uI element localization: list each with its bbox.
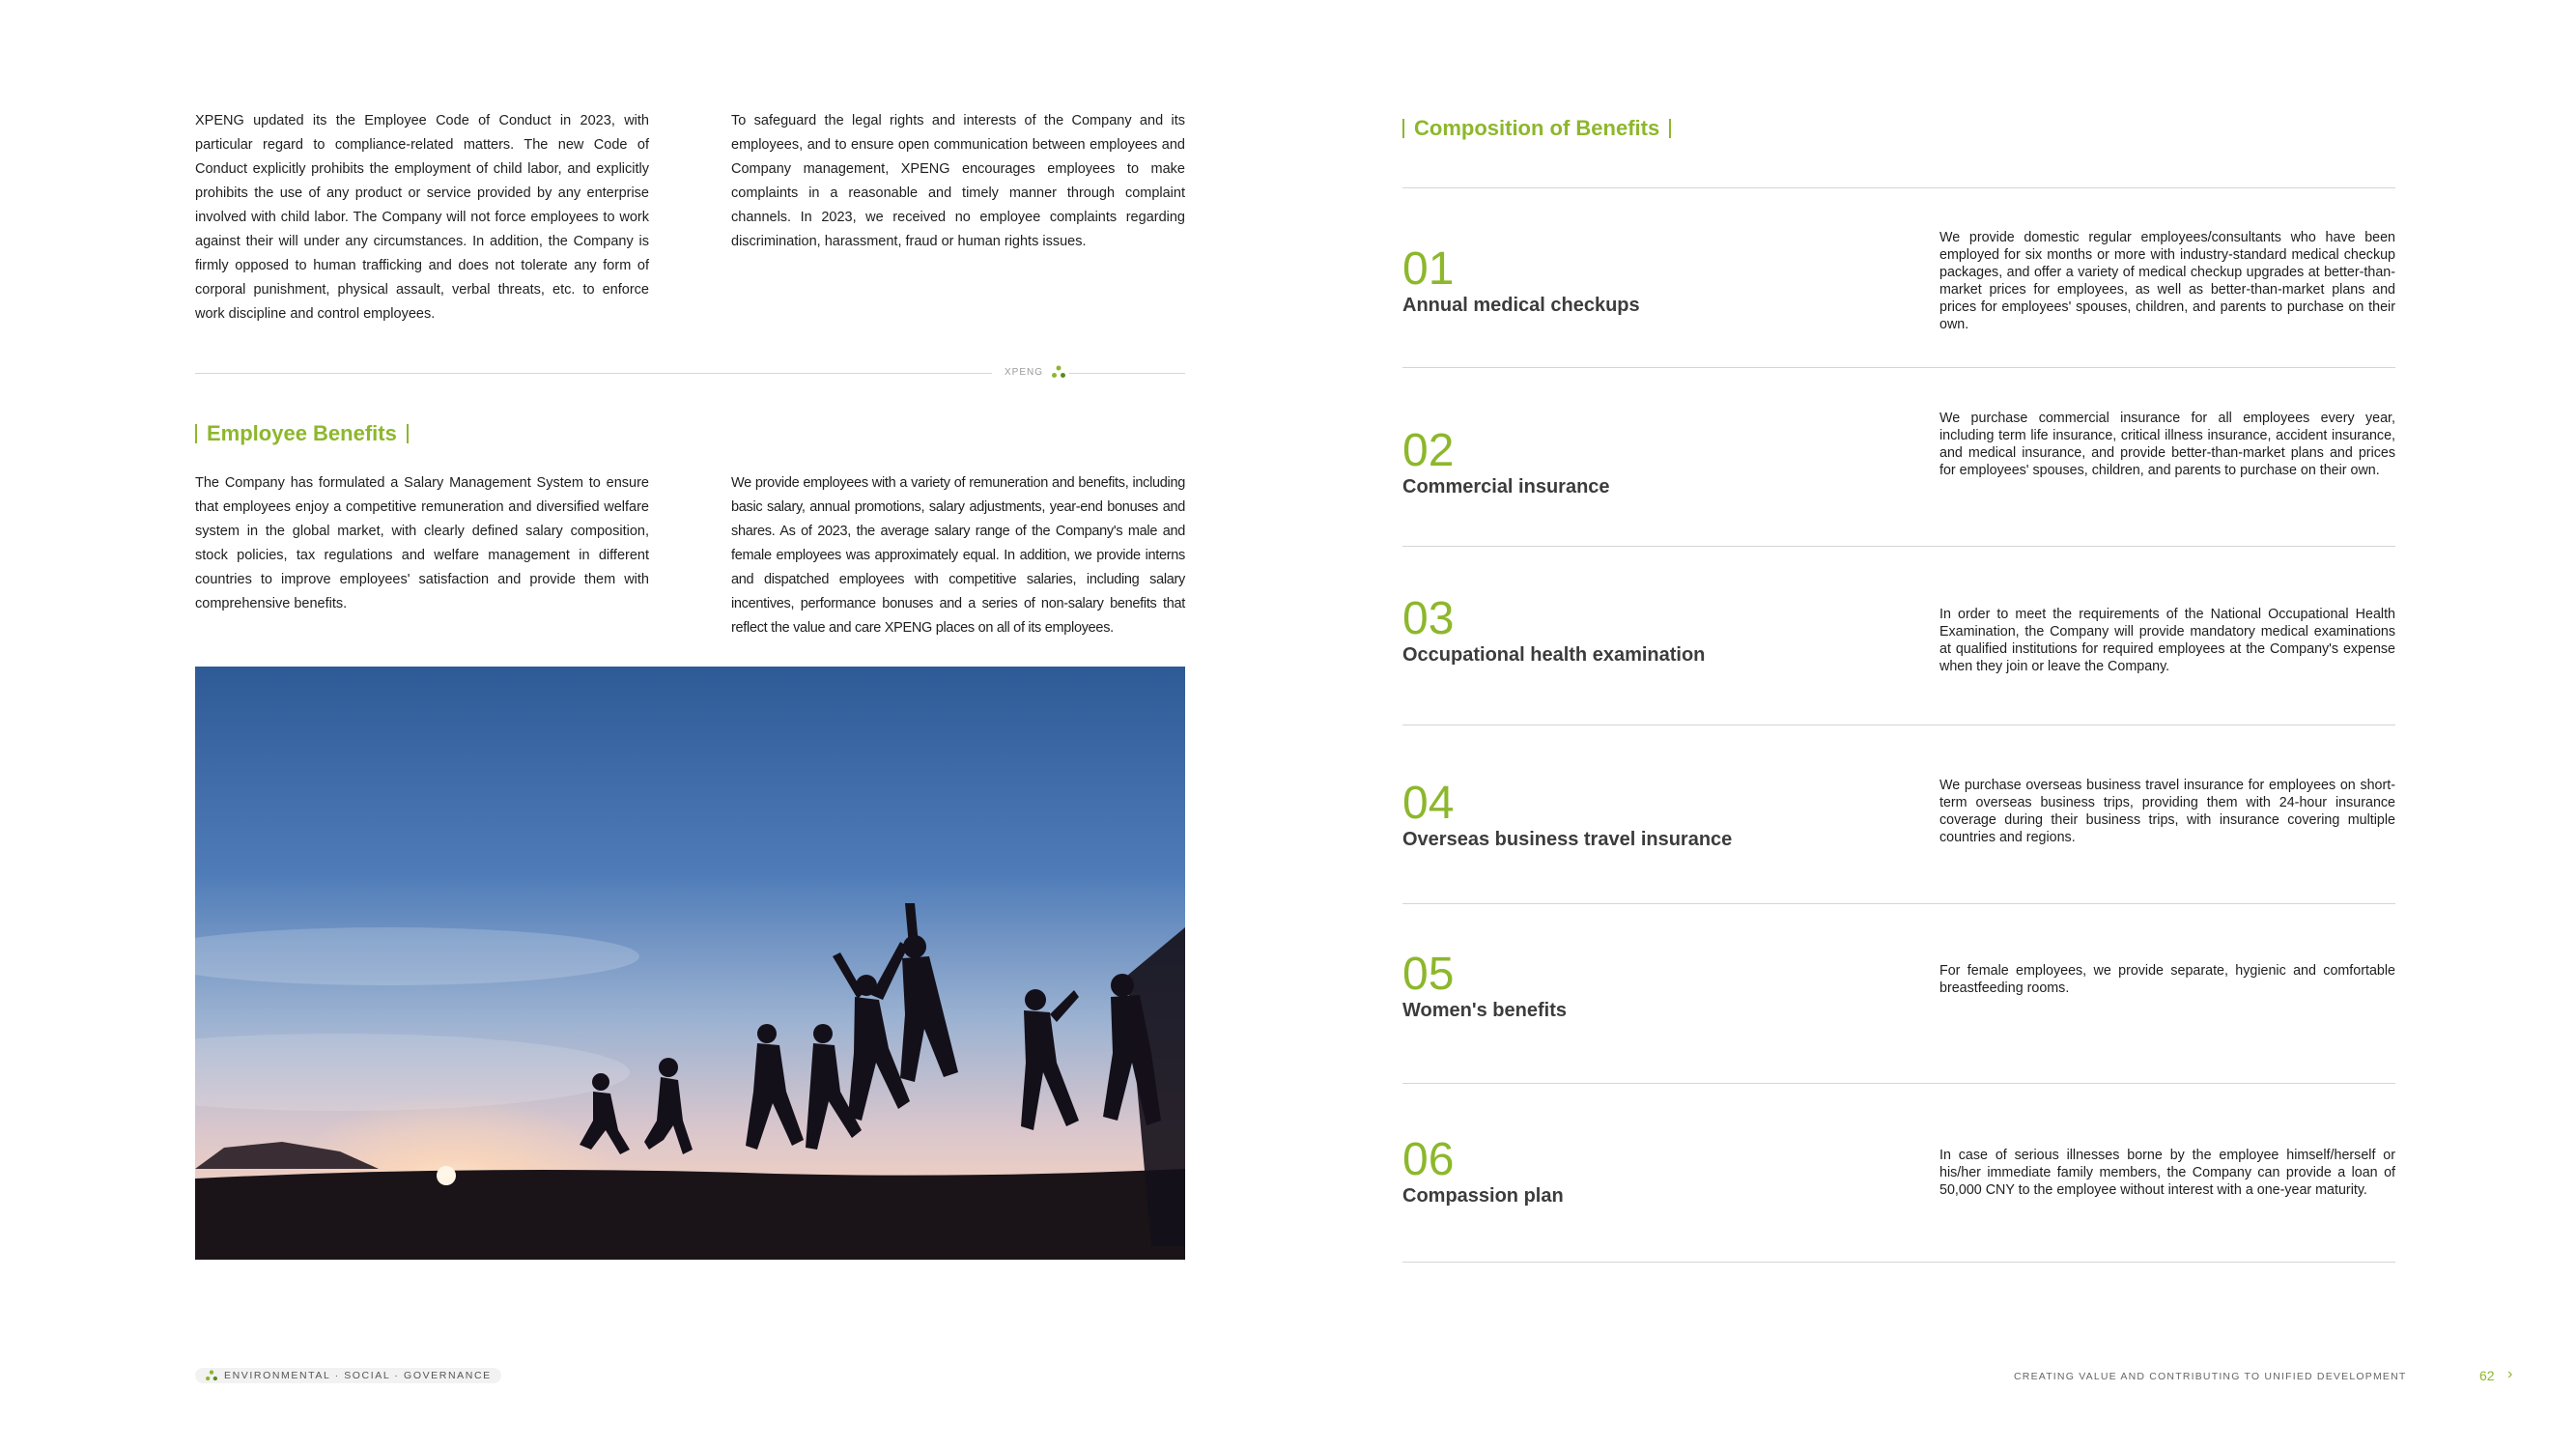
benefit-title: Annual medical checkups (1402, 295, 1640, 316)
benefit-title: Overseas business travel insurance (1402, 829, 1733, 850)
complaint-channels-paragraph: To safeguard the legal rights and interests of the Company and its employees, and to ensure open communication between employees and Company management, XPENG encourages employees to make complaints in a reasonable and timely manner through complaint channels. In 2023, we received no employee complaints regarding discrimination, harassment, fraud or human rights issues. (731, 113, 1185, 249)
remuneration-paragraph: We provide employees with a variety of remuneration and benefits, including basic salary, annual promotions, salary adjustments, year-end bonuses and shares. As of 2023, the average salary range of the Company's male and female employees was approximately equal. In addition, we provide interns and dispatched employees with competitive salaries, including salary incentives, performance bonuses and a series of non-salary benefits that reflect the value and care XPENG places on all of its employees. (731, 475, 1185, 636)
benefits-top-rule (1402, 187, 2395, 188)
benefit-title: Compassion plan (1402, 1185, 1564, 1207)
benefit-item-6 (1402, 1134, 1564, 1208)
benefit-description: We provide domestic regular employees/consultants who have been employed for six months or more with industry-standard medical checkup packages, and offer a variety of medical checkup upgrades at better-than-market prices for employees, as well as better-than-market plans and prices for employees' spouses, children, and parents to purchase on their own. (1939, 230, 2395, 332)
benefit-description: In case of serious illnesses borne by the employee himself/herself or his/her immediate family members, the Company can provide a loan of 50,000 CNY to the employee without interest with a one-year maturity. (1939, 1148, 2395, 1198)
benefit-item-3 (1402, 593, 1706, 668)
benefit-title: Occupational health examination (1402, 644, 1706, 666)
footer-left-label: ENVIRONMENTAL · SOCIAL · GOVERNANCE (224, 1370, 492, 1381)
benefit-item-4 (1402, 778, 1733, 852)
code-of-conduct-paragraph: XPENG updated its the Employee Code of Conduct in 2023, with particular regard to compliance-related matters. The new Code of Conduct explicitly prohibits the employment of child labor, and explicitly prohibits the use of any product or service provided by any enterprise involved with child labor. The Company will not force employees to work against their will under any circumstances. In addition, the Company is firmly opposed to human trafficking and does not tolerate any form of corporal punishment, physical assault, verbal threats, etc. to enforce work discipline and control employees. (195, 113, 649, 322)
divider-right (1069, 373, 1185, 374)
divider-logo (1005, 365, 1066, 379)
benefit-item-1 (1402, 243, 1640, 318)
benefit-description: For female employees, we provide separate, hygienic and comfortable breastfeeding rooms. (1939, 963, 2395, 996)
benefit-number: 02 (1402, 425, 1455, 476)
benefit-title: Commercial insurance (1402, 476, 1610, 497)
benefit-number: 04 (1402, 778, 1455, 829)
benefit-rule (1402, 903, 2395, 904)
xpeng-logo-icon (205, 1370, 218, 1381)
next-page-arrow-icon[interactable]: › (2507, 1366, 2513, 1382)
benefits-bottom-rule (1402, 1262, 2395, 1263)
benefit-rule (1402, 367, 2395, 368)
heading-bar-left (1402, 119, 1404, 138)
benefit-number: 03 (1402, 593, 1455, 644)
benefit-number: 01 (1402, 243, 1455, 295)
xpeng-logo-icon (1051, 365, 1066, 379)
benefit-title: Women's benefits (1402, 1000, 1567, 1021)
benefit-item-5 (1402, 949, 1567, 1023)
benefit-rule (1402, 724, 2395, 725)
salary-system-paragraph: The Company has formulated a Salary Management System to ensure that employees enjoy a competitive remuneration and diversified welfare system in the global market, with clearly defined salary composition, stock policies, tax regulations and welfare management in different countries to improve employees' satisfaction and provide them with comprehensive benefits. (195, 475, 649, 611)
heading-bar-right (407, 424, 409, 443)
benefit-rule (1402, 1083, 2395, 1084)
page-number: 62 (2479, 1368, 2495, 1383)
benefit-description: We purchase commercial insurance for all employees every year, including term life insurance, critical illness insurance, accident insurance, and medical insurance, and provide better-than-market plans and prices for employees' spouses, children, and parents to purchase on their own. (1939, 411, 2395, 478)
employee-benefits-title: Employee Benefits (207, 421, 397, 445)
footer-section-tag (195, 1368, 501, 1383)
team-photo (195, 667, 1185, 1260)
benefit-rule (1402, 546, 2395, 547)
silhouettes-photo-icon (195, 667, 1185, 1260)
heading-bar-right (1669, 119, 1671, 138)
benefit-description: In order to meet the requirements of the National Occupational Health Examination, the Company will provide mandatory medical examinations at qualified institutions for required employees at the Company's expense when they join or leave the Company. (1939, 607, 2395, 674)
footer-right-label: CREATING VALUE AND CONTRIBUTING TO UNIFIED DEVELOPMENT (2014, 1371, 2407, 1382)
benefit-description: We purchase overseas business travel insurance for employees on short-term overseas business trips, providing them with 24-hour insurance coverage during their business trips, with insurance covering multiple countries and regions. (1939, 778, 2395, 845)
employee-benefits-heading (195, 421, 409, 446)
benefit-number: 06 (1402, 1134, 1455, 1185)
composition-title: Composition of Benefits (1414, 116, 1660, 140)
heading-bar-left (195, 424, 197, 443)
xpeng-wordmark: XPENG (1005, 366, 1044, 378)
composition-heading (1402, 116, 1671, 141)
benefit-item-2 (1402, 425, 1610, 499)
divider-left (195, 373, 992, 374)
benefit-number: 05 (1402, 949, 1455, 1000)
